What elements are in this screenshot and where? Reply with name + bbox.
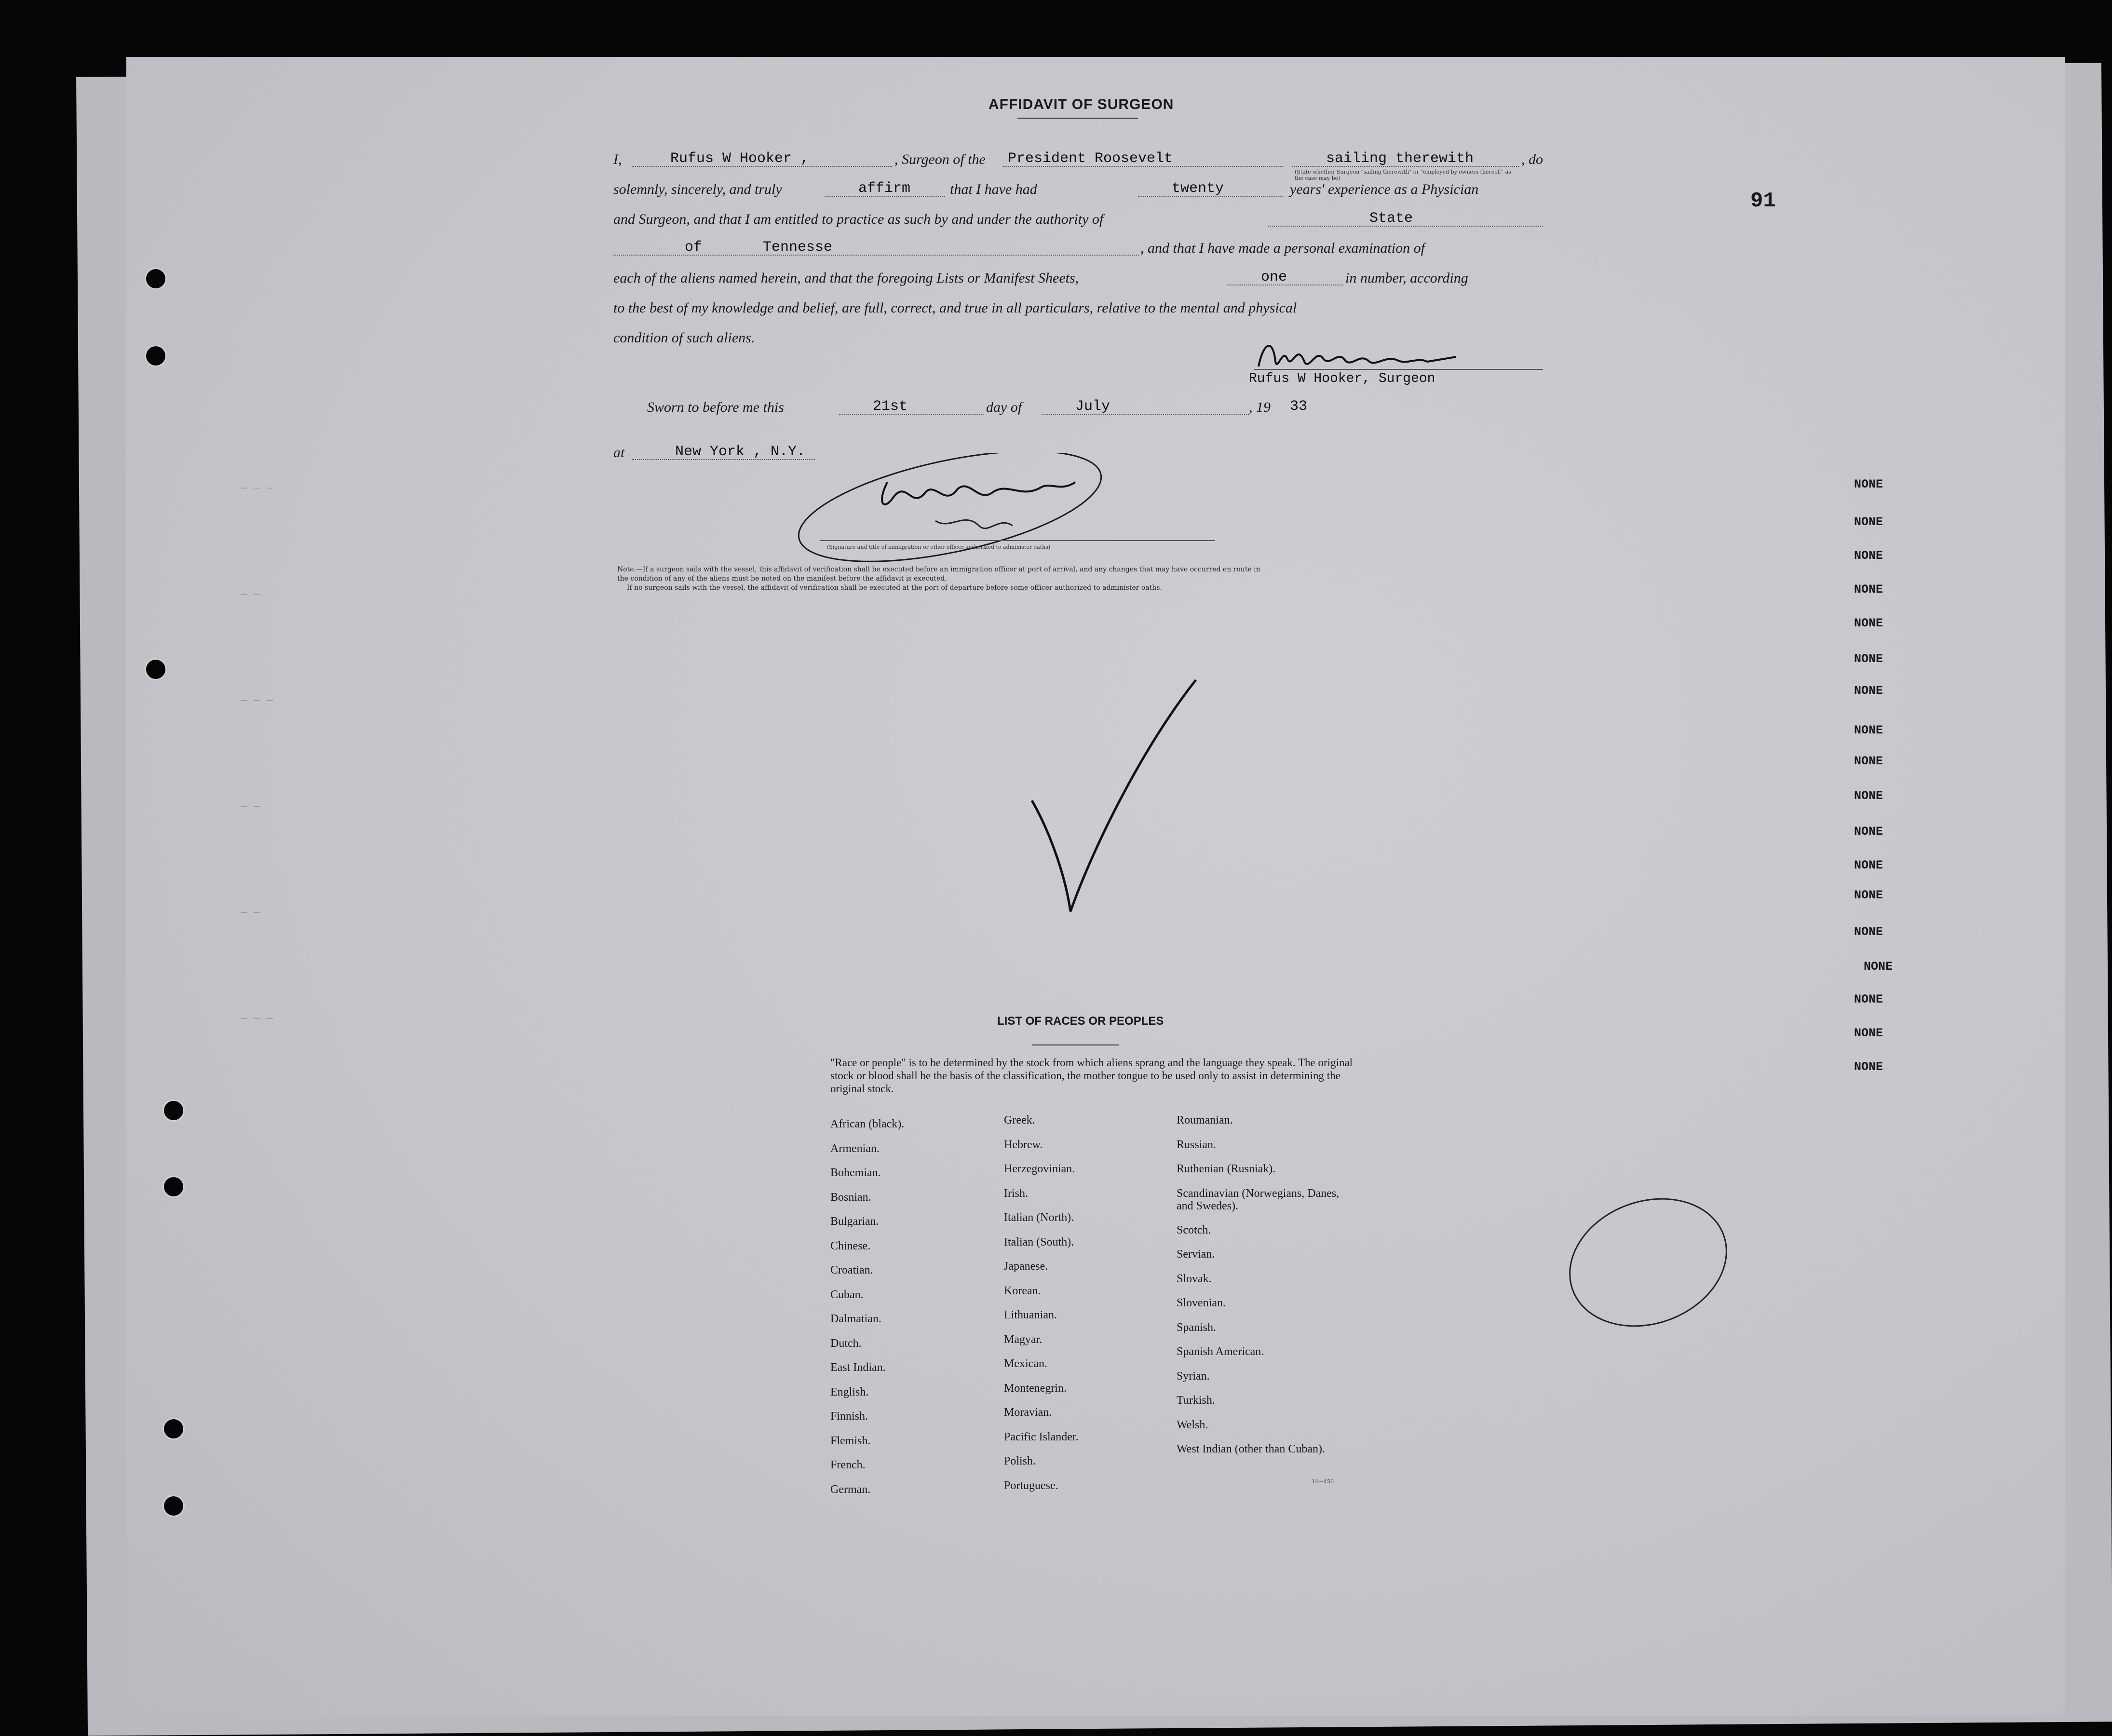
right-column-value: NONE [1854,616,1883,630]
faded-manifest-entry: — — [241,800,260,813]
race-item: Slovak. [1177,1272,1212,1285]
line1-suffix: , do [1521,151,1543,167]
officer-caption: (Signature and title of immigration or other officer authorized to administer oaths) [827,544,1051,550]
binder-hole [162,1495,185,1517]
place-field: New York , N.Y. [675,444,806,460]
note-line-1: Note.—If a surgeon sails with the vessel, this affidavit of verification shall be executed before an immigration officer at port of arrival, and any changes that may have occurred en route in [617,566,1260,573]
form-number: 14—450 [1312,1478,1334,1485]
line2-prefix: solemnly, sincerely, and truly [613,181,782,197]
right-column-value: NONE [1854,789,1883,803]
race-item: Bosnian. [830,1191,871,1204]
races-intro: "Race or people" is to be determined by the stock from which aliens sprang and the language they speak. The original stock or blood shall be the basis of the classification, the mother tongue to be used only to assist in determining the original stock. [830,1057,1353,1095]
affidavit-line-6: to the best of my knowledge and belief, are full, correct, and true in all particulars, relative to the mental and physical [613,300,1297,316]
race-item: Scandinavian (Norwegians, Danes, and Swedes). [1177,1187,1340,1212]
faded-manifest-entry: — — [241,907,260,919]
right-column-value: NONE [1854,992,1883,1006]
at-prefix: at [613,445,625,461]
sworn-prefix: Sworn to before me this [647,399,784,415]
affidavit-line-7: condition of such aliens. [613,330,755,346]
vessel-name-field: President Roosevelt [1008,150,1173,167]
right-column-value: NONE [1854,754,1883,768]
race-item: Ruthenian (Rusniak). [1177,1163,1276,1175]
race-item: Spanish. [1177,1321,1217,1334]
race-item: Armenian. [830,1142,880,1155]
status-note: (State whether Surgeon "sailing therewith" or "employed by owners thereof," as the case may be) [1295,169,1511,181]
race-item: Greek. [1004,1114,1035,1126]
binder-hole [162,1176,185,1198]
sheet-count-field: one [1261,269,1287,285]
note-line-2: the condition of any of the aliens must be noted on the manifest before the affidavit is executed. [617,575,947,583]
right-column-value: NONE [1854,723,1883,737]
race-item: Montenegrin. [1004,1382,1067,1395]
line1-mid: , Surgeon of the [894,151,986,167]
faded-manifest-entry: — — [241,588,260,600]
race-item: Dalmatian. [830,1313,881,1325]
race-item: African (black). [830,1118,905,1130]
race-item: Mexican. [1004,1357,1047,1370]
vessel-name-blank [1003,166,1283,167]
right-column-value: NONE [1854,925,1883,939]
binder-hole [145,268,167,290]
race-item: Italian (South). [1004,1235,1074,1248]
check-mark-stroke [1022,675,1201,926]
race-item: Italian (North). [1004,1211,1074,1224]
race-item: Irish. [1004,1187,1028,1200]
affidavit-title: AFFIDAVIT OF SURGEON [988,96,1174,112]
status-blank [1292,166,1519,167]
race-item: Magyar. [1004,1333,1042,1346]
right-column-value: NONE [1854,549,1883,563]
race-item: Hebrew. [1004,1138,1043,1151]
note-line-3: If no surgeon sails with the vessel, the affidavit of verification shall be executed at the port of departure before some officer authorized to administer oaths. [627,584,1162,592]
years-experience-field: twenty [1172,180,1224,197]
race-item: Finnish. [830,1410,868,1423]
sworn-year-prefix: , 19 [1249,399,1271,415]
binder-hole [145,345,167,367]
authority-field: State [1369,210,1413,227]
race-item: Welsh. [1177,1418,1208,1431]
race-item: German. [830,1483,871,1496]
sworn-month-field: July [1075,398,1110,415]
place-blank [632,459,815,460]
race-item: Russian. [1177,1138,1217,1151]
line3-prefix: and Surgeon, and that I am entitled to practice as such by and under the authority of [613,211,1104,227]
race-item: Turkish. [1177,1394,1215,1407]
right-column-value: NONE [1854,858,1883,872]
race-item: Croatian. [830,1264,873,1276]
oath-blank [825,196,945,197]
race-item: Scotch. [1177,1223,1211,1236]
right-column-value: NONE [1854,583,1883,597]
line4-suffix: , and that I have made a personal examination of [1140,240,1425,256]
right-column-value: NONE [1854,1026,1883,1040]
races-title-underline [1032,1044,1119,1045]
races-title: LIST OF RACES OR PEOPLES [997,1015,1164,1028]
race-item: Japanese. [1004,1260,1048,1273]
race-item: Cuban. [830,1288,864,1301]
race-item: Korean. [1004,1284,1041,1297]
right-column-value: NONE [1854,888,1883,902]
oath-type-field: affirm [858,180,911,197]
sworn-year-field: 33 [1290,398,1308,415]
race-item: French. [830,1459,866,1471]
race-item: Polish. [1004,1455,1036,1467]
officer-signature-line [820,540,1215,541]
race-item: Dutch. [830,1337,862,1350]
month-blank [1042,414,1249,415]
race-item: Syrian. [1177,1370,1210,1383]
race-item: Moravian. [1004,1406,1052,1419]
faded-manifest-entry: — — — [241,1013,273,1025]
binder-hole [145,658,167,680]
races-column-1 [830,1118,904,1507]
authority-cont-blank [613,255,1139,256]
signature-line [1254,369,1543,370]
affidavit-line-1 [613,151,622,168]
races-column-2 [1004,1114,1079,1504]
sworn-day-field: 21st [873,398,908,415]
day-blank [839,414,984,415]
race-item: Servian. [1177,1248,1215,1261]
races-column-3 [1177,1114,1350,1472]
race-item: Bulgarian. [830,1215,879,1228]
race-item: English. [830,1385,869,1398]
surgeon-status-field: sailing therewith [1326,150,1474,167]
race-item: Lithuanian. [1004,1309,1057,1321]
binder-hole [162,1418,185,1440]
race-item: Portuguese. [1004,1479,1058,1492]
right-column-value: NONE [1854,515,1883,529]
race-item: Chinese. [830,1239,871,1252]
right-column-value: NONE [1854,477,1883,491]
race-item: Bohemian. [830,1166,881,1179]
authority-blank [1268,226,1543,227]
page-number: 91 [1750,189,1776,213]
right-column-value: NONE [1854,1060,1883,1074]
race-item: Herzegovinian. [1004,1163,1075,1175]
right-column-value: NONE [1854,652,1883,666]
title-underline [1017,118,1138,119]
authority-continued-field: of Tennesse [685,239,833,256]
sworn-day-label: day of [986,399,1022,415]
line5-suffix: in number, according [1345,270,1468,286]
surgeon-typed-name: Rufus W Hooker, Surgeon [1249,371,1435,386]
years-blank [1138,196,1283,197]
right-column-value: NONE [1854,825,1883,839]
race-item: Roumanian. [1177,1114,1233,1126]
line1-prefix: I, [613,151,622,167]
right-column-value: NONE [1864,960,1893,974]
faded-manifest-entry: — — — [241,482,273,494]
surgeon-name-blank [632,166,892,167]
race-item: Flemish. [830,1434,871,1447]
race-item: East Indian. [830,1361,886,1374]
line2-mid: that I have had [950,181,1037,197]
race-item: Pacific Islander. [1004,1430,1079,1443]
surgeon-name-field: Rufus W Hooker , [670,150,810,167]
race-item: Spanish American. [1177,1345,1264,1358]
line2-suffix: years' experience as a Physician [1290,181,1479,197]
binder-hole [162,1099,185,1122]
race-item: West Indian (other than Cuban). [1177,1443,1325,1455]
right-column-value: NONE [1854,684,1883,698]
line5-prefix: each of the aliens named herein, and that the foregoing Lists or Manifest Sheets, [613,270,1079,286]
check-mark-icon [1022,675,1201,928]
race-item: Slovenian. [1177,1297,1226,1309]
faded-manifest-entry: — — — [241,694,273,706]
